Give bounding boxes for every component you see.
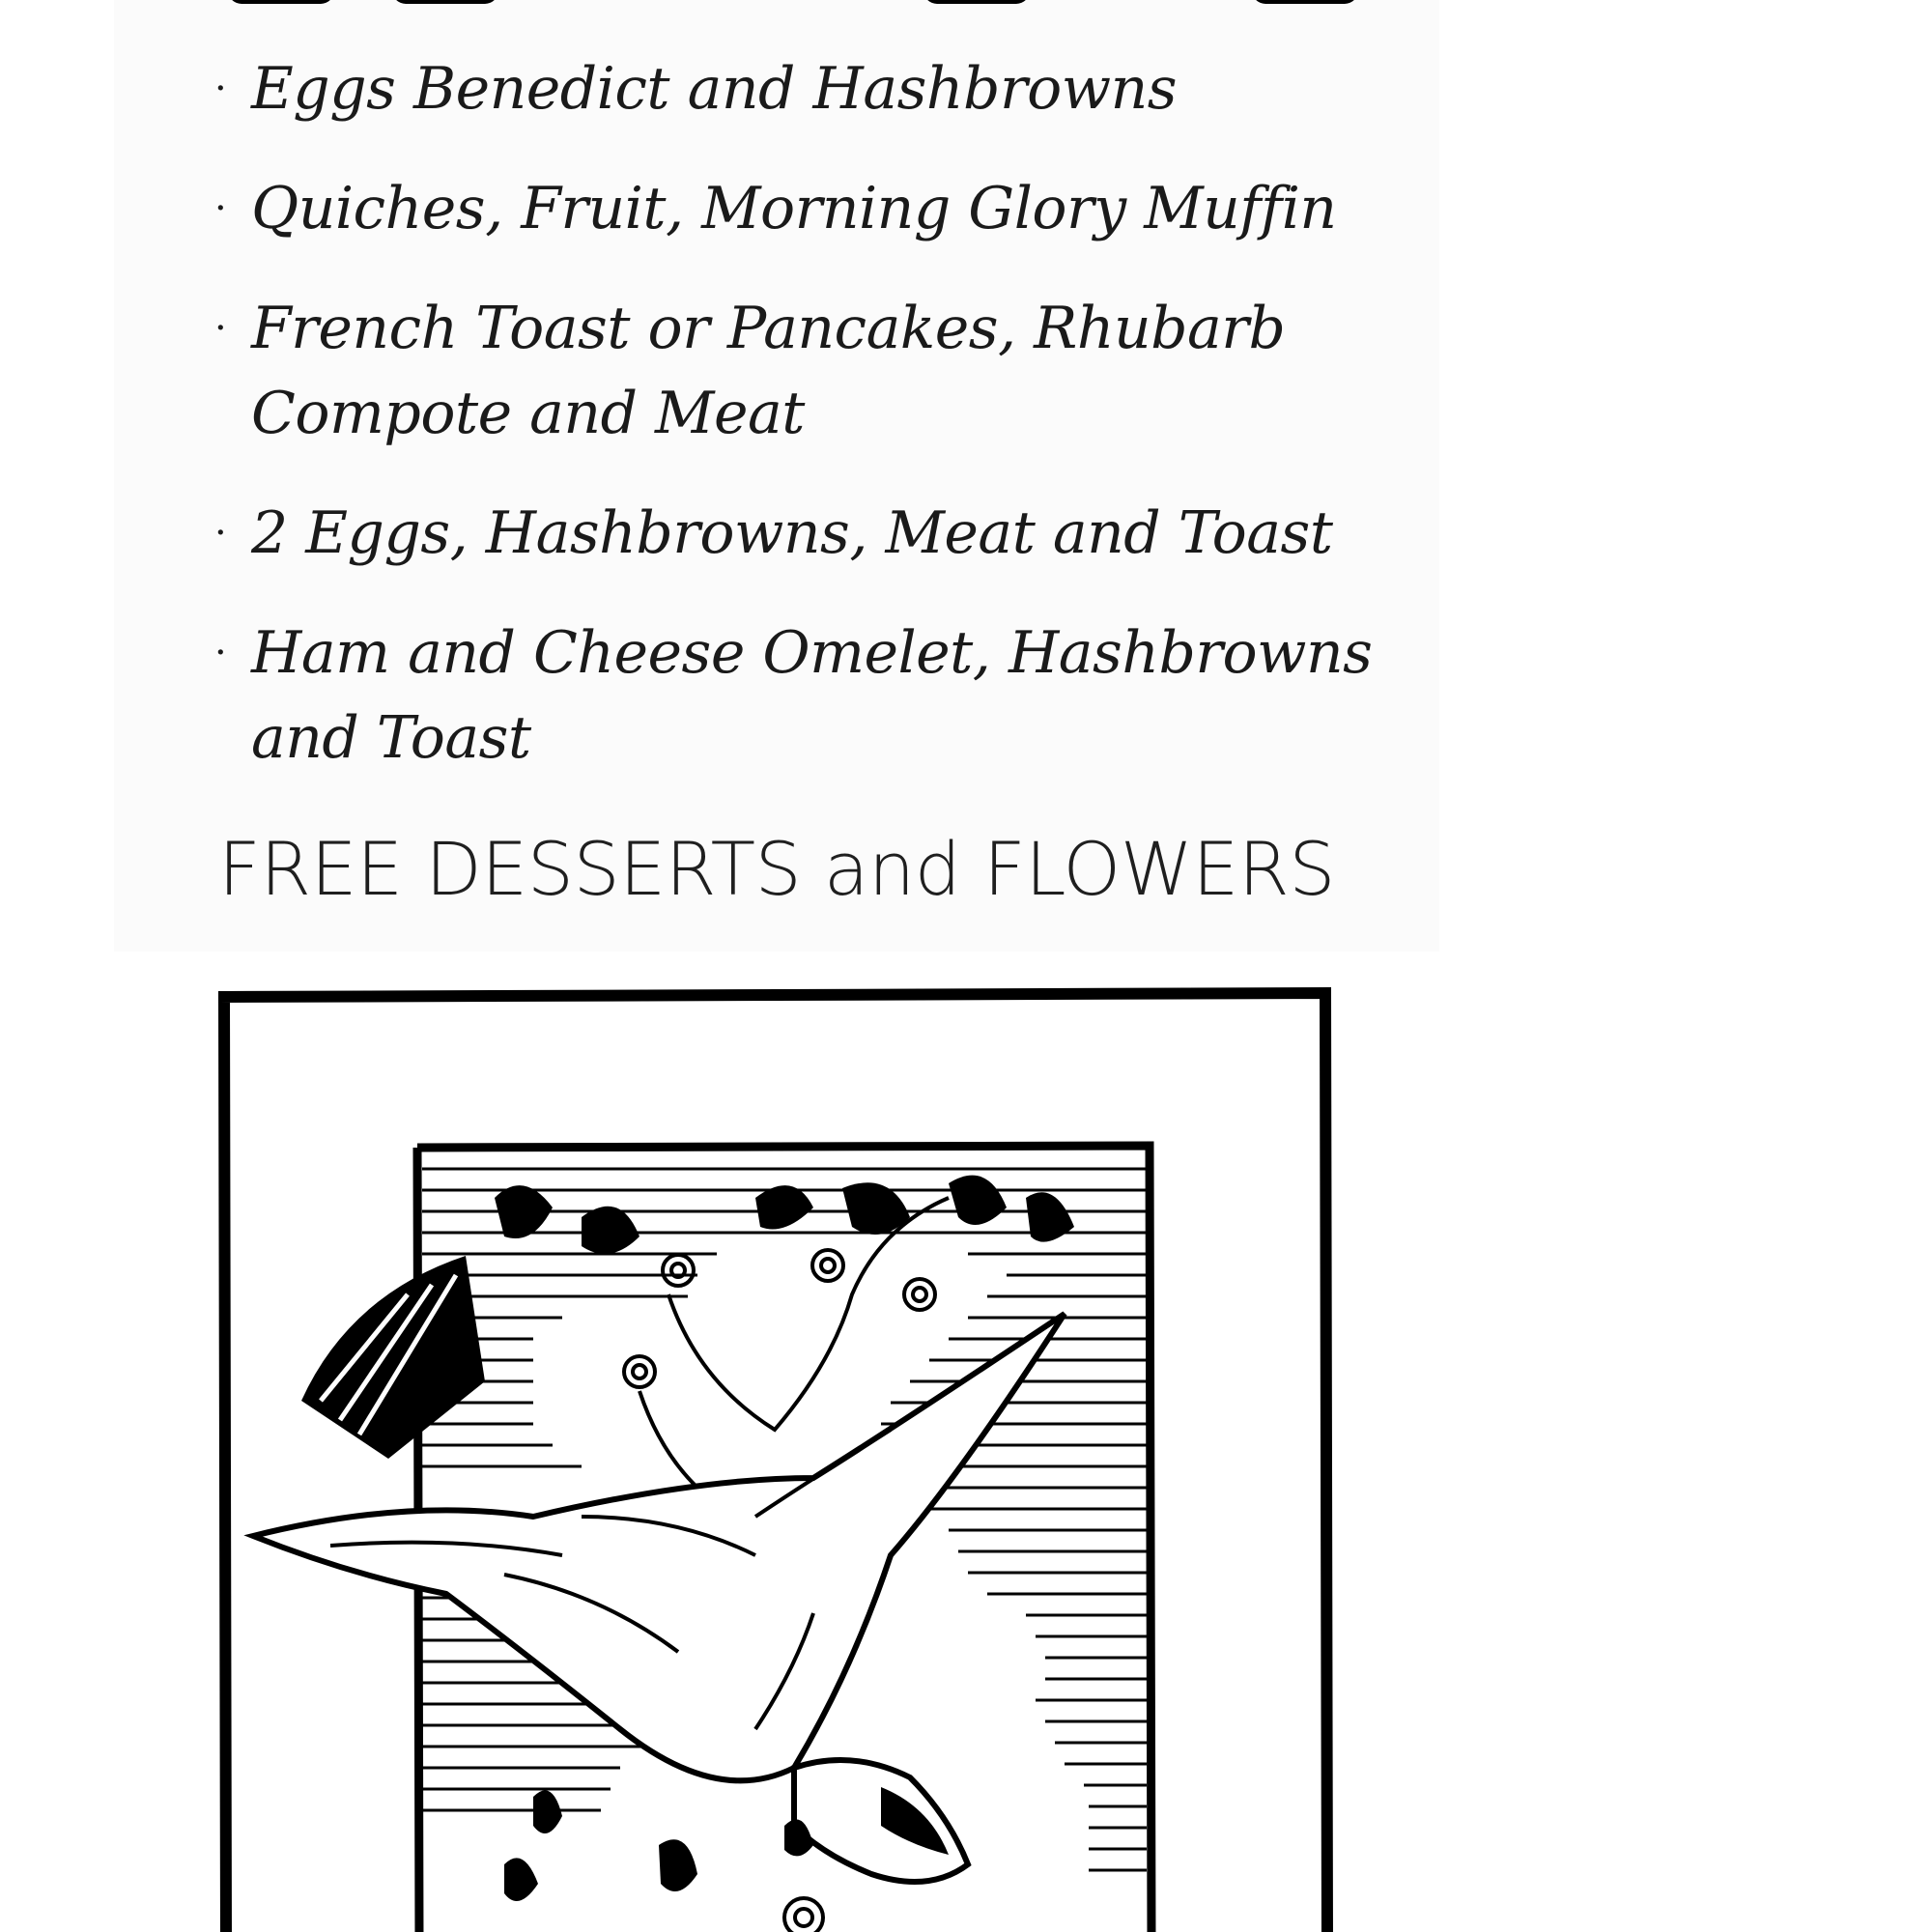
special-text: Eggs Benedict and Hashbrowns [251,55,1178,123]
free-desserts-note: FREE DESSERTS and FLOWERS [218,826,1335,912]
special-text: Ham and Cheese Omelet, Hashbrowns and Toast [251,619,1373,772]
bullet: · [214,67,227,111]
bird-illustration [214,976,1354,1932]
list-item [214,46,1412,131]
bullet: · [214,631,227,675]
special-text: 2 Eggs, Hashbrowns, Meat and Toast [251,499,1333,567]
special-text: French Toast or Pancakes, Rhubarb Compote and Meat [251,295,1286,447]
specials-list [214,46,1412,815]
special-text: Quiches, Fruit, Morning Glory Muffin [251,175,1337,242]
bullet: · [214,186,227,231]
bullet: · [214,306,227,351]
list-item [214,286,1412,456]
heading-cut-off [228,0,1358,6]
list-item [214,166,1412,251]
bullet: · [214,511,227,555]
list-item [214,611,1412,781]
list-item [214,491,1412,576]
